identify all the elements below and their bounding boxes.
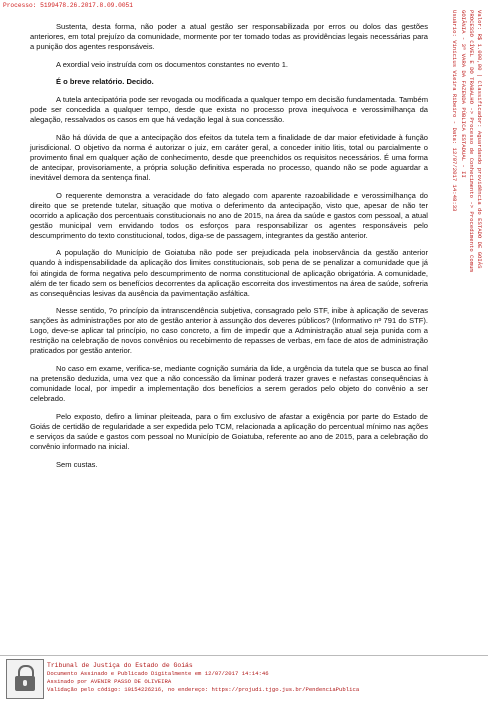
validation-code: Validação pelo código: 10154226216, no endereço: https://projudi.tjgo.jus.br/PendenciaPublica bbox=[47, 686, 360, 694]
footer-text bbox=[47, 662, 359, 694]
paragraph-1: Sustenta, desta forma, não poder a atual gestão ser responsabilizada por erros ou dolos das gestões anteriores, em total prejuízo da comunidade, mormente por ter tomado todas as providências legais necessárias para a punição dos agentes responsáveis. bbox=[30, 22, 428, 52]
paragraph-9: No caso em exame, verifica-se, mediante cognição sumária da lide, a urgência da tutela que se busca ao final na pretensão deduzida, uma vez que a não concessão da liminar poderá trazer graves e nefastas consequências à comunidade local, por impedir a implementação dos benefícios a serem gerados pelo objeto do convênio a ser celebrado. bbox=[30, 364, 428, 404]
document-body bbox=[30, 22, 428, 477]
paragraph-5: Não há dúvida de que a antecipação dos efeitos da tutela tem a finalidade de dar maior efetividade à função jurisdicional. O objetivo da norma é autorizar o juiz, em caráter geral, a conceder initio litis, total ou parcialmente o provimento final em qualquer ação de conhecimento, desde que preenchidos os requisitos necessários. É uma forma de antecipar, provisoriamente, a própria solução definitiva esperada no processo, quando não se pode aguardar a inevitável demora da sentença final. bbox=[30, 132, 428, 182]
side-stamp bbox=[435, 10, 483, 590]
paragraph-2: A exordial veio instruída com os documentos constantes no evento 1. bbox=[56, 59, 288, 69]
process-number: Processo: 5199478.26.2017.8.09.0051 bbox=[3, 2, 133, 9]
court-name: Tribunal de Justiça do Estado de Goiás bbox=[47, 662, 193, 669]
paragraph-4: A tutela antecipatória pode ser revogada ou modificada a qualquer tempo em decisão fundamentada. Também pode ser concedida a qualquer tempo, desde que exista no processo prova inequívoca e verossimilhança da alegação, ressalvados os casos em que há vedação legal à sua concessão. bbox=[30, 95, 428, 125]
signature-footer bbox=[0, 655, 488, 701]
side-stamp-line-2: PROCESSO CÍVEL E DO TRABALHO -> Processo de Conhecimento -> Procedimento Comum bbox=[467, 10, 475, 272]
side-stamp-line-1: Valor: R$ 1.000,00 | Classificador: Aguardando providência do ESTADO DE GOIÁS bbox=[476, 10, 483, 269]
paragraph-10: Pelo exposto, defiro a liminar pleiteada, para o fim exclusivo de afastar a exigência por parte do Estado de Goiás de certidão de regularidade a ser expedida pelo TCM, relacionada a aplicação do percentual mínimo nas ações e serviços da saúde e gastos com pessoal no Município de Goiatuba, referente ao ano de 2015, para a celebração do convênio informado na inicial. bbox=[30, 411, 428, 451]
paragraph-7: A população do Município de Goiatuba não pode ser prejudicada pela inobservância da gestão anterior quando à indispensabilidade da aplicação dos limites constitucionais, sob pena de se penalizar a comunidade que já foi atingida de forma negativa pelo descumprimento de norma constitucional de aplicação obrigatória. A comunidade, além de ter ficado sem os benefícios decorrentes da aplicação escorreita dos investimentos na área de saúde, sofreria as consequências lesivas da ausência da pavimentação asfáltica. bbox=[30, 248, 428, 298]
paragraph-11: Sem custas. bbox=[56, 459, 98, 469]
padlock-seal-icon bbox=[6, 659, 44, 699]
paragraph-6: O requerente demonstra a veracidade do fato alegado com aparente razoabilidade e verossimilhança do direito que se pretende tutelar, situação que motiva o deferimento da antecipação, visto que, apesar de não ter ocorrido a aplicação dos percentuais constitucionais no ano de 2015, na área da saúde e gastos com pessoal, a atual gestão municipal vem envidando todos os esforços para responsabilizar os agentes responsáveis pelo descumprimento do texto constitucional, todos, diga-se de passagem, integrantes da gestão anterior. bbox=[30, 190, 428, 240]
side-stamp-line-4: Usuário: Vinícius Vieira Ribeiro - Data: 12/07/2017 14:48:33 bbox=[451, 10, 459, 212]
side-stamp-line-3: GOIÂNIA - 3ª VARA DA FAZENDA PÚBLICA ESTADUAL - II bbox=[459, 10, 467, 178]
paragraph-8: Nesse sentido, ?o princípio da intranscendência subjetiva, consagrado pelo STF, inibe à aplicação de severas sanções às administrações por ato de gestão anterior à assunção dos deveres públicos? (Informativo nº 791 do STF). Logo, deve-se aplicar tal princípio, no caso concreto, a fim de impedir que a Administração atual seja punida com a restrição na celebração de novos convênios ou recebimento de repasses de verbas, em face de atos de administração praticados por gestão anterior. bbox=[30, 306, 428, 356]
signer-name: Assinado por AVENIR PASSO DE OLIVEIRA bbox=[47, 678, 172, 686]
paragraph-3-report: É o breve relatório. Decido. bbox=[56, 77, 154, 87]
signed-date: Documento Assinado e Publicado Digitalmente em 12/07/2017 14:14:46 bbox=[47, 670, 269, 678]
